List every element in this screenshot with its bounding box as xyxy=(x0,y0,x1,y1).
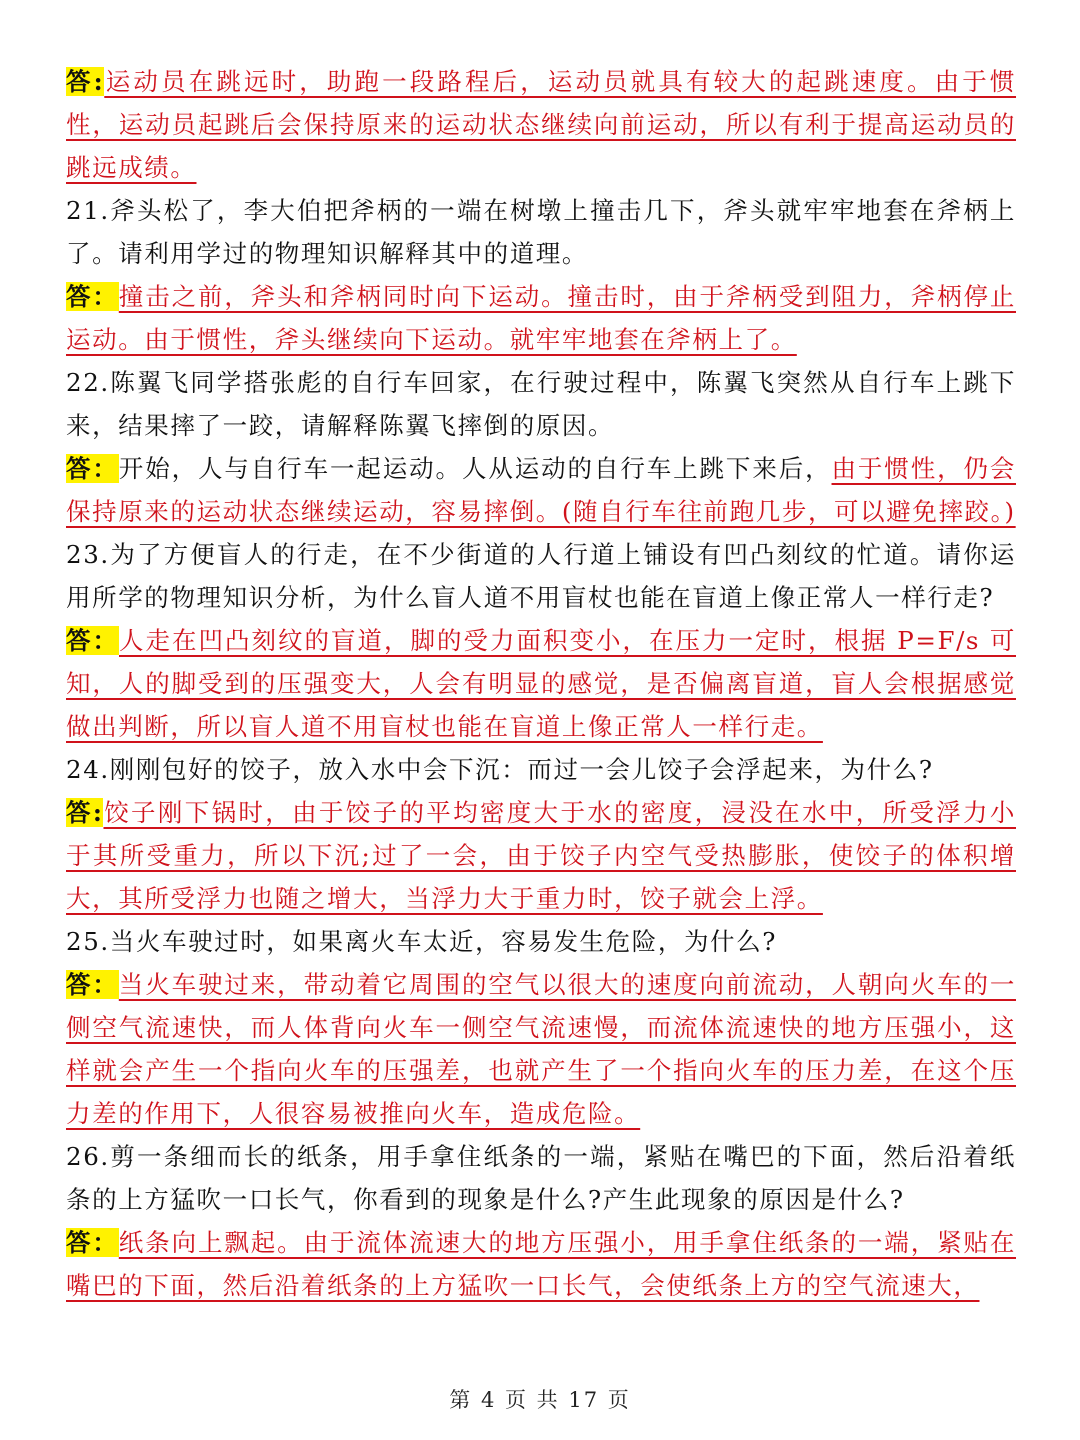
answer-26 xyxy=(66,1221,1016,1307)
answer-20 xyxy=(66,60,1016,189)
answer-label: 答： xyxy=(66,626,119,655)
answer-label: 答: xyxy=(66,67,105,96)
answer-23 xyxy=(66,619,1016,748)
answer-text: 运动员在跳远时，助跑一段路程后，运动员就具有较大的起跳速度。由于惯性，运动员起跳后会保持原来的运动状态继续向前运动，所以有利于提高运动员的跳远成绩。 xyxy=(66,67,1017,182)
answer-text-plain: 开始，人与自行车一起运动。人从运动的自行车上跳下来后， xyxy=(118,454,832,483)
answer-label: 答： xyxy=(66,454,119,483)
answer-25 xyxy=(66,963,1016,1135)
document-page xyxy=(66,60,1016,1307)
answer-24 xyxy=(66,791,1016,920)
answer-text: 饺子刚下锅时，由于饺子的平均密度大于水的密度，浸没在水中，所受浮力小于其所受重力，所以下沉;过了一会，由于饺子内空气受热膨胀，使饺子的体积增大，其所受浮力也随之增大，当浮力大于重力时，饺子就会上浮。 xyxy=(66,798,1016,913)
answer-22 xyxy=(66,447,1016,533)
question-23: 23.为了方便盲人的行走，在不少街道的人行道上铺设有凹凸刻纹的忙道。请你运用所学的物理知识分析，为什么盲人道不用盲杖也能在盲道上像正常人一样行走? xyxy=(66,540,1016,612)
page-number-footer: 第 4 页 共 17 页 xyxy=(449,1388,631,1412)
question-22: 22.陈翼飞同学搭张彪的自行车回家，在行驶过程中，陈翼飞突然从自行车上跳下来，结果摔了一跤，请解释陈翼飞摔倒的原因。 xyxy=(66,368,1016,440)
answer-text: 撞击之前，斧头和斧柄同时向下运动。撞击时，由于斧柄受到阻力，斧柄停止运动。由于惯性，斧头继续向下运动。就牢牢地套在斧柄上了。 xyxy=(66,282,1016,354)
question-24: 24.刚刚包好的饺子，放入水中会下沉：而过一会儿饺子会浮起来，为什么? xyxy=(66,755,934,784)
answer-label: 答： xyxy=(66,282,119,311)
answer-label: 答： xyxy=(66,970,119,999)
answer-text: 当火车驶过来，带动着它周围的空气以很大的速度向前流动，人朝向火车的一侧空气流速快，而人体背向火车一侧空气流速慢，而流体流速快的地方压强小，这样就会产生一个指向火车的压强差，也就产生了一个指向火车的压力差，在这个压力差的作用下，人很容易被推向火车，造成危险。 xyxy=(66,970,1016,1128)
answer-text: 纸条向上飘起。由于流体流速大的地方压强小，用手拿住纸条的一端，紧贴在嘴巴的下面，然后沿着纸条的上方猛吹一口长气，会使纸条上方的空气流速大， xyxy=(66,1228,1016,1300)
answer-label: 答： xyxy=(66,1228,119,1257)
answer-text: 由于惯性，仍会保持原来的运动状态继续运动，容易摔倒。(随自行车往前跑几步，可以避免摔跤。) xyxy=(66,454,1016,526)
question-26: 26.剪一条细而长的纸条，用手拿住纸条的一端，紧贴在嘴巴的下面，然后沿着纸条的上方猛吹一口长气，你看到的现象是什么?产生此现象的原因是什么? xyxy=(66,1142,1016,1214)
answer-text: 人走在凹凸刻纹的盲道，脚的受力面积变小，在压力一定时，根据 P=F/s 可知，人的脚受到的压强变大，人会有明显的感觉，是否偏离盲道，盲人会根据感觉做出判断，所以盲人道不用盲杖也能在盲道上像正常人一样行走。 xyxy=(66,626,1016,741)
answer-21 xyxy=(66,275,1016,361)
question-25: 25.当火车驶过时，如果离火车太近，容易发生危险，为什么? xyxy=(66,927,777,956)
question-21: 21.斧头松了，李大伯把斧柄的一端在树墩上撞击几下，斧头就牢牢地套在斧柄上了。请利用学过的物理知识解释其中的道理。 xyxy=(66,196,1016,268)
answer-label: 答: xyxy=(66,798,104,827)
